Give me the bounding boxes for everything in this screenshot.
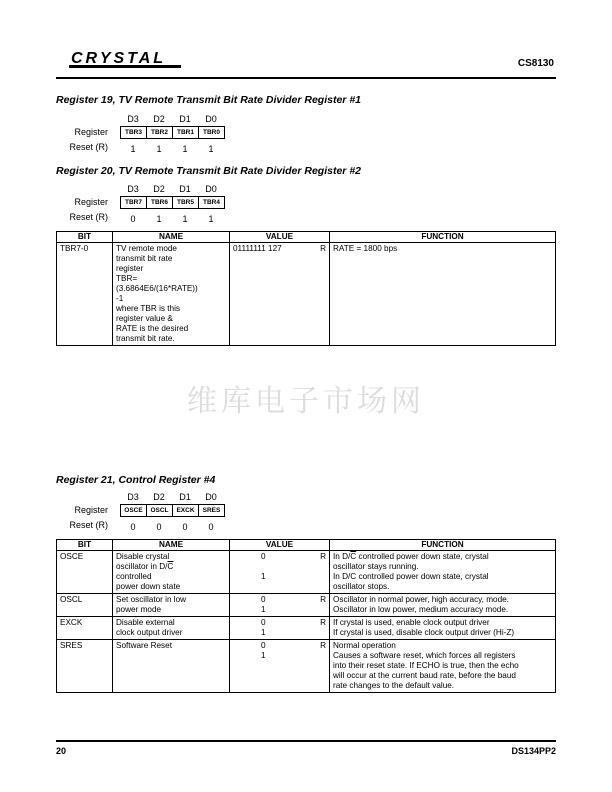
reg19-bit-box xyxy=(120,126,225,139)
col-header-bit: BIT xyxy=(57,540,113,551)
reset-marker: R xyxy=(320,244,326,253)
col-header-value: VALUE xyxy=(230,232,330,243)
reset-value: 1 xyxy=(156,144,162,154)
name-cell xyxy=(113,551,230,594)
bit-cell: TBR5 xyxy=(173,197,199,208)
bit-cell: TBR6 xyxy=(147,197,173,208)
table-row xyxy=(57,640,556,693)
reset-value: 0 xyxy=(130,214,136,224)
function-line: If crystal is used, disable clock output driver (Hi-Z) xyxy=(333,628,515,637)
function-cell xyxy=(330,594,556,617)
bit-label: D3 xyxy=(127,184,139,194)
reg19-reset-values xyxy=(120,144,224,154)
col-header-function: FUNCTION xyxy=(330,540,556,551)
bit-cell: TBR7-0 xyxy=(57,243,113,346)
register-row-label: Register xyxy=(74,197,108,207)
function-line xyxy=(333,552,552,572)
value-text: 1 xyxy=(261,628,266,637)
function-cell xyxy=(330,617,556,640)
name-line: Disable crystal xyxy=(116,552,170,561)
name-cell: Software Reset xyxy=(113,640,230,693)
reset-value: 1 xyxy=(182,214,188,224)
footer-rule xyxy=(56,740,556,742)
value-cell xyxy=(230,243,330,346)
reg19-bit-labels xyxy=(120,114,224,124)
overbar-text: $\overline{C}$ xyxy=(350,552,357,561)
reg20-bit-labels xyxy=(120,184,224,194)
table-row xyxy=(57,551,556,594)
reset-marker: R xyxy=(320,641,326,650)
bit-cell: EXCK xyxy=(57,617,113,640)
table-row xyxy=(57,243,556,346)
reset-row-label: Reset (R) xyxy=(69,520,108,530)
value-text: 0 xyxy=(261,618,266,627)
bit-cell: TBR3 xyxy=(121,127,147,138)
value-cell xyxy=(230,640,330,693)
function-line: Causes a software reset, which forces all registers into their reset state. If ECHO is true, then the echo will occur at the current baud rate, before the baud rate changes to the default value. xyxy=(333,651,519,690)
svg-text:CRYSTAL: CRYSTAL xyxy=(71,50,167,67)
function-cell: RATE = 1800 bps xyxy=(330,243,556,346)
bit-cell: TBR0 xyxy=(203,129,220,136)
bit-cell: TBR7 xyxy=(121,197,147,208)
value-text: 1 xyxy=(261,572,266,581)
bit-cell: OSCL xyxy=(57,594,113,617)
col-header-name: NAME xyxy=(113,540,230,551)
value-text: 1 xyxy=(261,651,266,660)
bit-label: D0 xyxy=(205,492,217,502)
bit-cell: OSCE xyxy=(57,551,113,594)
reset-value: 0 xyxy=(182,522,188,532)
value-text: 0 xyxy=(261,641,266,650)
bit-cell: TBR1 xyxy=(173,127,199,138)
col-header-bit: BIT xyxy=(57,232,113,243)
name-cell: TV remote mode transmit bit rate register TBR= (3.6864E6/(16*RATE)) -1 where TBR is this register value & RATE is the desired transmit bit rate. xyxy=(113,243,230,346)
function-line: Oscillator in low power, medium accuracy mode. xyxy=(333,605,509,614)
bit-label: D1 xyxy=(179,492,191,502)
reg21-function-table xyxy=(56,539,556,693)
reset-marker: R xyxy=(320,595,326,604)
header-rule xyxy=(56,77,556,79)
col-header-value: VALUE xyxy=(230,540,330,551)
reset-value: 1 xyxy=(130,144,136,154)
reset-value: 0 xyxy=(130,522,136,532)
bit-label: D3 xyxy=(127,492,139,502)
bit-cell: SRES xyxy=(202,507,221,514)
bit-cell: TBR4 xyxy=(203,199,220,206)
bit-label: D0 xyxy=(205,114,217,124)
watermark: 维库电子市场网 xyxy=(187,384,425,419)
register-row-label: Register xyxy=(74,127,108,137)
bit-cell: SRES xyxy=(57,640,113,693)
name-text: oscillator in D/ xyxy=(116,562,168,571)
name-line xyxy=(116,562,226,572)
bit-label: D2 xyxy=(153,184,165,194)
doc-id: DS134PP2 xyxy=(511,746,556,756)
name-cell: Disable external clock output driver xyxy=(113,617,230,640)
reg20-function-table xyxy=(56,231,556,346)
reg20-bit-box xyxy=(120,196,225,209)
reset-row-label: Reset (R) xyxy=(69,142,108,152)
reg21-title: Register 21, Control Register #4 xyxy=(56,474,216,486)
value-cell xyxy=(230,594,330,617)
name-line: controlled power down state xyxy=(116,572,181,591)
bit-label: D0 xyxy=(205,184,217,194)
function-text: controlled power down state, crystal oscillator stays running. xyxy=(333,552,489,571)
value-text: 01111111 127 xyxy=(233,244,282,253)
reset-marker: R xyxy=(320,618,326,627)
value-text: 1 xyxy=(261,605,266,614)
reg20-title: Register 20, TV Remote Transmit Bit Rate Divider Register #2 xyxy=(56,165,361,177)
register-row-label: Register xyxy=(74,505,108,515)
bit-cell: TBR2 xyxy=(147,127,173,138)
bit-label: D3 xyxy=(127,114,139,124)
overbar-text: $\overline{C}$ xyxy=(167,562,174,571)
value-text: 0 xyxy=(261,595,266,604)
bit-label: D2 xyxy=(153,114,165,124)
value-text: 0 xyxy=(261,552,266,561)
reset-marker: R xyxy=(320,552,326,561)
function-line: Normal operation xyxy=(333,641,396,650)
name-cell: Set oscillator in low power mode xyxy=(113,594,230,617)
function-line: In D/C controlled power down state, crystal oscillator stops. xyxy=(333,572,489,591)
reset-value: 1 xyxy=(156,214,162,224)
bit-cell: OSCE xyxy=(121,505,147,516)
reset-row-label: Reset (R) xyxy=(69,212,108,222)
bit-label: D2 xyxy=(153,492,165,502)
bit-cell: EXCK xyxy=(173,505,199,516)
reg21-bit-labels xyxy=(120,492,224,502)
reset-value: 1 xyxy=(182,144,188,154)
reset-value: 0 xyxy=(156,522,162,532)
table-row xyxy=(57,617,556,640)
part-number: CS8130 xyxy=(517,58,554,69)
bit-cell: OSCL xyxy=(147,505,173,516)
reg21-bit-box xyxy=(120,504,225,517)
reset-value: 0 xyxy=(208,522,214,532)
function-cell xyxy=(330,551,556,594)
reg21-reset-values xyxy=(120,522,224,532)
reset-value: 1 xyxy=(208,144,214,154)
reg20-reset-values xyxy=(120,214,224,224)
page-number: 20 xyxy=(56,746,67,756)
function-line: Oscillator in normal power, high accuracy, mode. xyxy=(333,595,509,604)
function-text: In D/ xyxy=(333,552,351,561)
function-line: If crystal is used, enable clock output driver xyxy=(333,618,490,627)
bit-label: D1 xyxy=(179,114,191,124)
table-row xyxy=(57,594,556,617)
value-cell xyxy=(230,551,330,594)
col-header-function: FUNCTION xyxy=(330,232,556,243)
reset-value: 1 xyxy=(208,214,214,224)
value-cell xyxy=(230,617,330,640)
reg19-title: Register 19, TV Remote Transmit Bit Rate Divider Register #1 xyxy=(56,94,361,106)
function-cell xyxy=(330,640,556,693)
bit-label: D1 xyxy=(179,184,191,194)
col-header-name: NAME xyxy=(113,232,230,243)
crystal-logo xyxy=(69,50,181,70)
